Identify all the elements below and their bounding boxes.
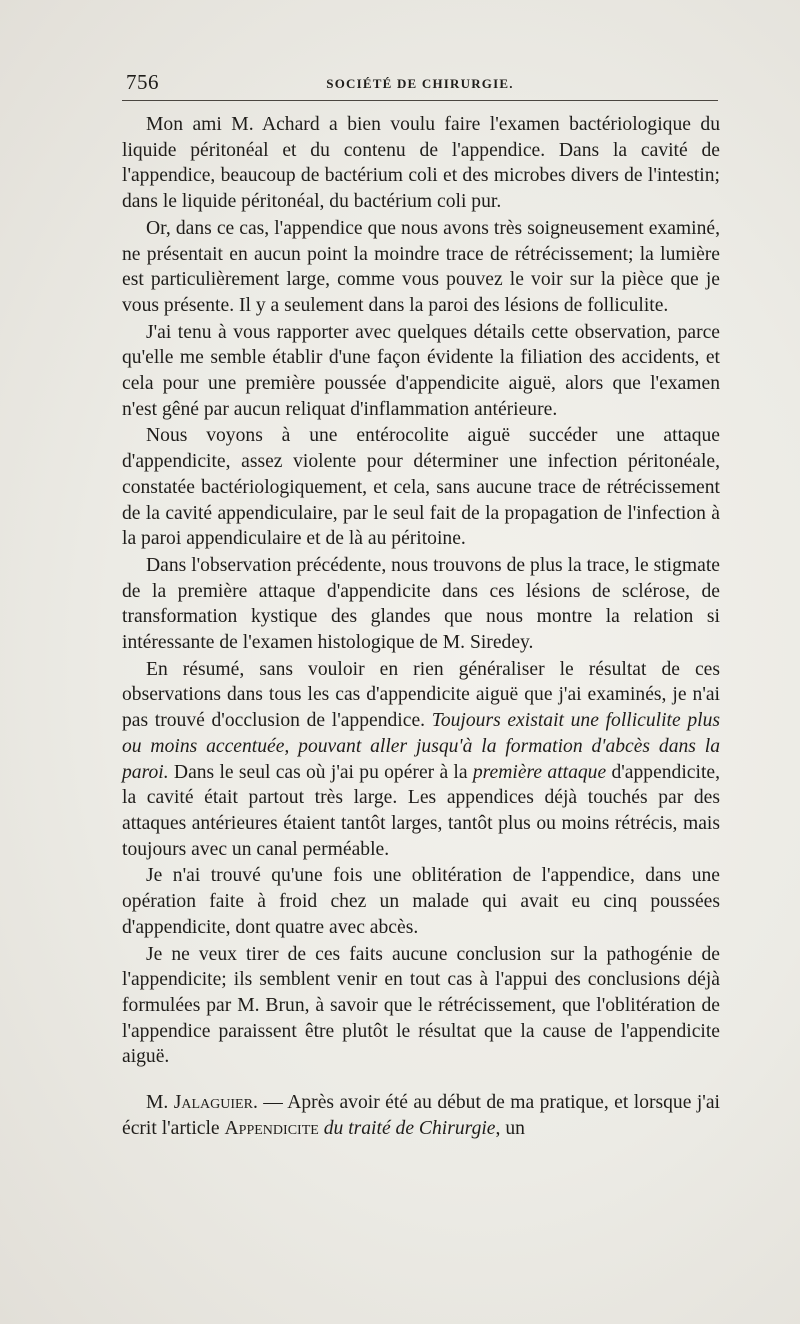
paragraph-6-text-a: En résumé, sans vouloir en rien généraliser le résultat de ces observations dans tous les cas d'appendicite aiguë que j'ai examinés, je n'ai pas trouvé d'occlusion de l'appendice. [122,658,720,732]
page-header [122,66,718,96]
paragraph-6-text-c: Dans le seul cas où j'ai pu opérer à la [168,761,473,783]
paragraph-9-italic-f: du traité de Chirurgie [323,1117,496,1139]
paragraph-9-text-g: , un [495,1117,525,1139]
paragraph-2: Or, dans ce cas, l'appendice que nous avons très soigneusement examiné, ne présentait en aucun point la moindre trace de rétrécissement; la lumière est particulièrement large, comme vous pouvez le voir sur la pièce que je vous présente. Il y a seulement dans la paroi des lésions de folliculite. [122,217,720,316]
paragraph-6-italic-b: Toujours existait une folliculite plus ou moins accentuée, pouvant aller jusqu'à la formation d'abcès dans la paroi. [122,710,720,783]
page-number: 756 [126,70,159,94]
paragraph-6-text-e: d'appendicite, la cavité était partout très large. Les appendices déjà touchés par des attaques antérieures étaient tantôt larges, tantôt plus ou moins rétrécis, mais toujours avec un canal perméable. [122,761,720,860]
body-text [122,112,720,1141]
paragraph-6 [122,657,720,863]
article-title: Appendicite [224,1117,319,1139]
paragraph-3: J'ai tenu à vous rapporter avec quelques détails cette observation, parce qu'elle me semble établir d'une façon évidente la filiation des accidents, et cela pour une première poussée d'appendicite aiguë, alors que l'examen n'est gêné par aucun reliquat d'inflammation antérieure. [122,321,720,420]
paragraph-9 [122,1090,720,1141]
paragraph-5: Dans l'observation précédente, nous trouvons de plus la trace, le stigmate de la première attaque d'appendicite dans ces lésions de sclérose, de transformation kystique des glandes que nous montre la relation si intéressante de l'examen histologique de M. Siredey. [122,554,720,654]
paragraph-7: Je n'ai trouvé qu'une fois une oblitération de l'appendice, dans une opération faite à froid chez un malade qui avait eu cinq poussées d'appendicite, dont quatre avec abcès. [122,865,720,938]
paragraph-1: Mon ami M. Achard a bien voulu faire l'examen bactériologique du liquide péritonéal et du contenu de l'appendice. Dans la cavité de l'appendice, beaucoup de bactérium coli et des microbes divers de l'intestin; dans le liquide péritonéal, du bactérium coli pur. [122,114,720,213]
paragraph-9-text-c: . — Après avoir été au début de ma pratique, et lorsque j'ai écrit l'article [122,1092,720,1139]
paragraph-6-italic-d: première attaque [472,761,607,783]
header-rule [122,100,718,101]
paragraph-4: Nous voyons à une entérocolite aiguë succéder une attaque d'appendicite, assez violente pour déterminer une infection péritonéale, constatée bactériologiquement, et cela, sans aucune trace de rétrécissement de la cavité appendiculaire, par le seul fait de la propagation de l'infection à la paroi appendiculaire et de là au péritoine. [122,425,720,550]
speaker-name: Jalaguier [173,1092,253,1114]
paragraph-8: Je ne veux tirer de ces faits aucune conclusion sur la pathogénie de l'appendicite; ils semblent venir en tout cas à l'appui des conclusions déjà formulées par M. Brun, à savoir que le rétrécissement, que l'oblitération de l'appendice paraissent être plutôt le résultat que la cause de l'appendicite aiguë. [122,943,720,1068]
running-head: SOCIÉTÉ DE CHIRURGIE. [326,76,514,91]
paragraph-9-text-a: M. [146,1092,174,1114]
